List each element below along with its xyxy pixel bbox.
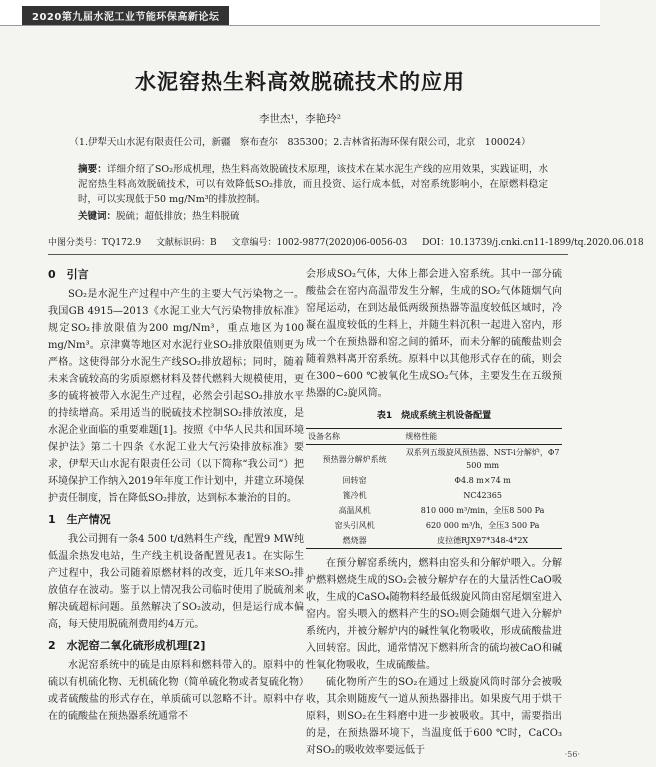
- table-cell: 燃烧器: [342, 536, 367, 545]
- table-row: [306, 445, 562, 474]
- table-cell: 620 000 m³/h，全压3 500 Pa: [425, 521, 540, 530]
- abstract-label: 摘要：: [78, 164, 107, 175]
- paragraph-intro: SO₂是水泥生产过程中产生的主要大气污染物之一。我国GB 4915—2013《水泥工业大气污染物排放标准》规定SO₂排放限值为200 mg/Nm³，重点地区为100 mg/Nm³。京津冀等地区对水泥行业SO₂排放限值则更为严格。这使得部分水泥生产线SO₂排放超标；同时，随着未来含硫较高的劣质原燃材料及替代燃料大规模使用，更多的硫将被带入水泥生产过程，必然会引起SO₂排放水平的持续增高。采用适当的脱硫技术控制SO₂排放浓度，是水泥企业面临的重要难题[1]。按照《中华人民共和国环境保护法》第二十四条《水泥工业大气污染排放标准》要求，伊犁天山水泥有限责任公司（以下简称“我公司”）把环境保护工作纳入2019年年度工作计划中，并建立环境保护责任制度，旨在降低SO₂排放，达到标本兼治的目的。: [48, 289, 304, 504]
- section-heading-intro: 0 引言: [48, 268, 89, 281]
- paragraph-mechanism: 水泥窑系统中的硫是由原料和燃料带入的。原料中的硫以有机硫化物、无机硫化物（简单硫化物或者复硫化物）或者硫酸盐的形式存在，单质硫可以忽略不计。原料中存在的硫酸盐在预热器系统通常不: [48, 660, 304, 722]
- header-banner: [0, 0, 600, 26]
- article-meta: [48, 235, 644, 248]
- paragraph-production: 我公司拥有一条4 500 t/d熟料生产线，配置9 MW纯低温余热发电站，生产线主机设备配置见表1。在实际生产过程中，我公司随着原燃材料的改变，近几年来SO₂排放值存在波动。鉴于以上情况我公司临时使用了脱硫剂来解决硫超标问题。虽然解决了SO₂波动，但是运行成本偏高，每天使用脱硫剂费用约4万元。: [48, 534, 304, 630]
- abstract-text: 详细介绍了SO₂形成机理，热生料高效脱硫技术原理，该技术在某水泥生产线的应用效果，实践证明，水泥窑热生料高效脱硫技术，可以有效降低SO₂排放，而且投资、运行成本低，对窑系统影响小，在原燃料稳定时，可以实现低于50 mg/Nm³的排放控制。: [78, 164, 548, 205]
- article-number: 文章编号：1002-9877(2020)06-0056-03: [231, 238, 408, 248]
- affiliation: （1.伊犁天山水泥有限责任公司，新疆 察布查尔 835300；2.吉林省拓海环保有限公司，北京 100024）: [69, 137, 531, 148]
- header-rule: [48, 254, 568, 255]
- table-row: [306, 518, 562, 533]
- table-cell: 窑头引风机: [334, 521, 375, 530]
- table-cell: 双系列五级旋风预热器、NST-i分解炉，Φ7 500 mm: [405, 448, 560, 470]
- keywords-text: 脱硫；超低排放；热生料脱硫: [116, 211, 240, 222]
- paper-title: 水泥窑热生料高效脱硫技术的应用: [135, 70, 465, 94]
- equipment-table: [306, 428, 562, 549]
- paragraph-precalciner: 在预分解窑系统内，燃料由窑头和分解炉喂入。分解炉燃料燃烧生成的SO₂会被分解炉存在的大量活性CaO吸收，生成的CaSO₄随物料经最低级旋风筒由窑尾烟室进入窑内。窑头喂入的燃料产生的SO₂则会随烟气进入分解炉系统内，并被分解炉内的碱性氧化物吸收，形成硫酸盐进入回转窑。因此，通常情况下燃料所含的硫均被CaO和碱性氧化物吸收，生成硫酸盐。: [306, 558, 562, 671]
- table-row: [306, 503, 562, 518]
- table-row: [306, 473, 562, 488]
- page-folio: ·56·: [564, 750, 580, 759]
- paragraph-sulfide: 硫化物所产生的SO₂在通过上级旋风筒时部分会被吸收，其余则随废气一道从预热器排出。如果废气用于烘干原料，则SO₂在生料磨中进一步被吸收。其中，需要指出的是，在预热器环境下，当温度低于600 ℃时，CaCO₃对SO₂的吸收效率要远低于: [306, 677, 562, 756]
- banner-tag: 2020第九届水泥工业节能环保高新论坛: [22, 6, 229, 25]
- table-header-name: 设备名称: [306, 429, 403, 445]
- right-column: [306, 266, 562, 759]
- table-title: 表1 烧成系统主机设备配置: [376, 411, 492, 421]
- table-row: [306, 488, 562, 503]
- doi: DOI：10.13739/j.cnki.cn11-1899/tq.2020.06.018: [422, 238, 644, 248]
- table-cell: 810 000 m³/min，全压8 500 Pa: [420, 506, 545, 515]
- keywords-label: 关键词：: [78, 211, 117, 222]
- paragraph-continued: 会形成SO₂气体，大体上都会进入窑系统。其中一部分硫酸盐会在窑内高温带发生分解，生成的SO₂气体随烟气向窑尾运动，在到达最低两级预热器等温度较低区域时，冷凝在温度较低的生料上，并随生料沉积一起进入窑内，形成一个在预热器和窑之间的循环，而未分解的硫酸盐则会随着熟料离开窑系统。原料中以其他形式存在的硫，则会在300~600 ℃被氧化生成SO₂气体，主要发生在五级预热器的C₂旋风筒。: [306, 269, 562, 399]
- table-cell: 高温风机: [338, 506, 371, 515]
- left-column: [48, 266, 304, 725]
- table-cell: 皮拉德RJX97*348-4*2X: [437, 536, 529, 545]
- table-cell: 篦冷机: [342, 491, 367, 500]
- abstract: [78, 162, 548, 207]
- table-cell: 回转窑: [342, 476, 367, 485]
- doc-code: 文献标识码：B: [156, 238, 217, 248]
- table-cell: Φ4.8 m×74 m: [454, 476, 511, 485]
- authors: 李世杰¹，李艳玲²: [259, 113, 341, 125]
- keywords: [78, 208, 548, 222]
- section-heading-mechanism: 2 水泥窑二氧化硫形成机理[2]: [48, 639, 206, 652]
- clc-number: 中图分类号：TQ172.9: [48, 238, 142, 248]
- table-header-spec: 规格性能: [403, 429, 562, 445]
- table-cell: 预热器分解炉系统: [322, 454, 387, 464]
- table-cell: NC42365: [463, 491, 502, 500]
- section-heading-production: 1 生产情况: [48, 513, 111, 526]
- table-row: [306, 533, 562, 549]
